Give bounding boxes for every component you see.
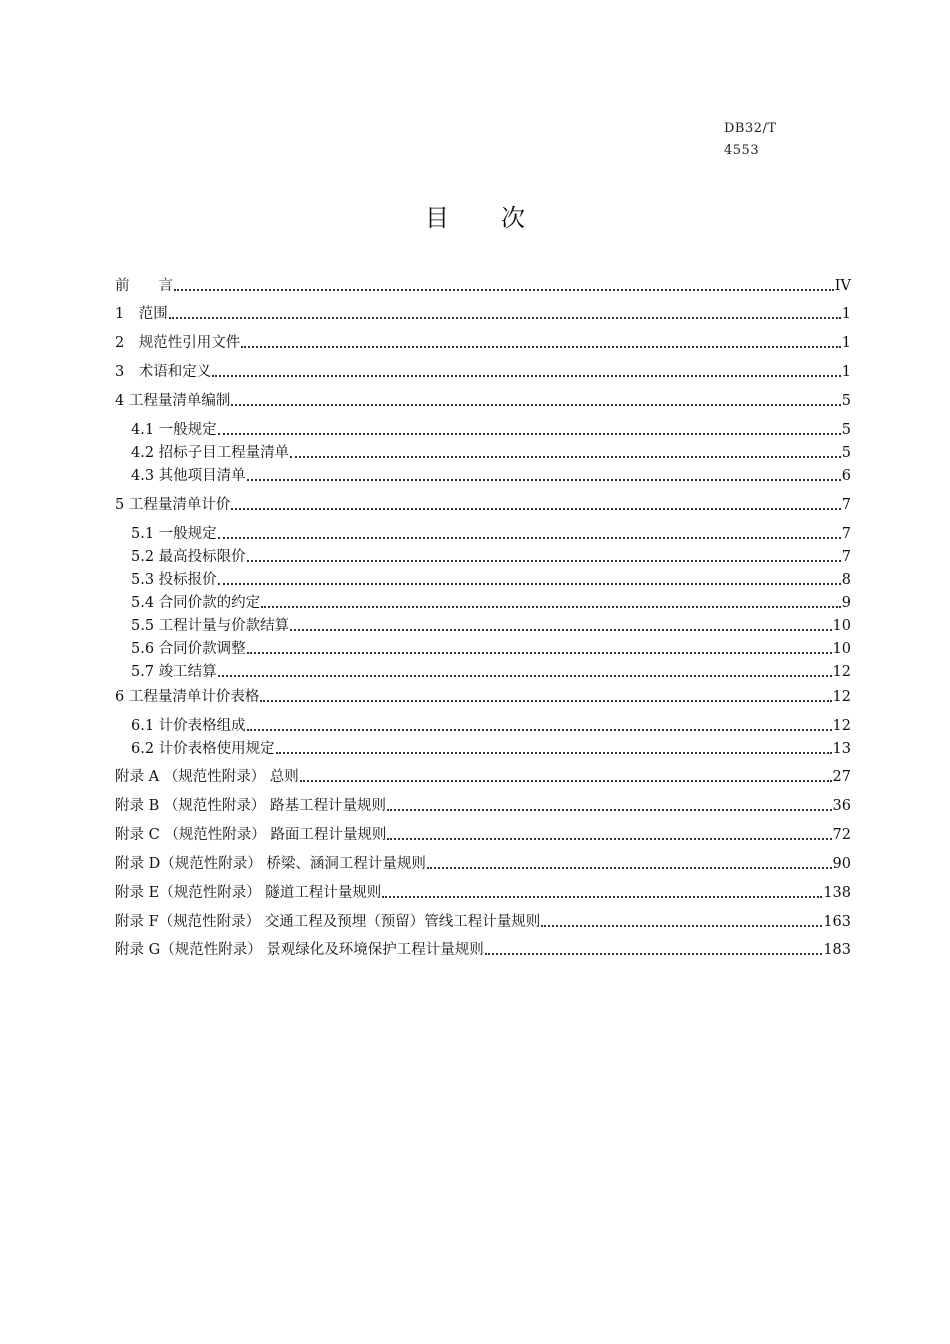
- toc-entry-page: 27: [832, 769, 851, 785]
- document-code: DB32/T 4553: [724, 121, 777, 158]
- toc-entry-page: 36: [832, 798, 851, 814]
- toc-entry[interactable]: [115, 389, 851, 411]
- dot-leader: [247, 559, 841, 562]
- toc-entry-page: IV: [834, 278, 851, 294]
- toc-entry[interactable]: [131, 545, 851, 567]
- toc-entry[interactable]: [131, 418, 851, 440]
- toc-entry-page: 13: [832, 741, 851, 757]
- toc-entry-label: 前 言: [115, 278, 173, 294]
- dot-leader: [261, 605, 841, 608]
- dot-leader: [247, 478, 841, 481]
- toc-entry-label: 4.3 其他项目清单: [131, 468, 246, 484]
- toc-entry-page: 10: [832, 618, 851, 634]
- toc-entry[interactable]: [131, 568, 851, 590]
- dot-leader: [290, 628, 831, 631]
- toc-entry-label: 5.2 最高投标限价: [131, 549, 246, 565]
- dot-leader: [174, 288, 834, 291]
- toc-entry[interactable]: [131, 591, 851, 613]
- dot-leader: [231, 403, 840, 406]
- toc-entry-label: 4 工程量清单编制: [115, 393, 231, 409]
- toc-entry-page: 72: [832, 827, 851, 843]
- toc-entry-label: 1 范围: [115, 306, 168, 322]
- dot-leader: [387, 837, 831, 840]
- page-title: 目次: [425, 204, 577, 232]
- toc-entry-label: 附录 C （规范性附录） 路面工程计量规则: [115, 827, 387, 843]
- toc-entry[interactable]: [115, 493, 851, 515]
- dot-leader: [241, 345, 841, 348]
- dot-leader: [218, 674, 832, 677]
- dot-leader: [218, 536, 841, 539]
- toc-entry-label: 4.2 招标子目工程量清单: [131, 445, 290, 461]
- toc-entry-page: 163: [823, 914, 851, 930]
- toc-entry-label: 附录 G（规范性附录） 景观绿化及环境保护工程计量规则: [115, 942, 484, 958]
- toc-entry[interactable]: [131, 714, 851, 736]
- toc-entry-page: 7: [841, 497, 851, 513]
- toc-entry-label: 附录 D（规范性附录） 桥梁、涵洞工程计量规则: [115, 856, 426, 872]
- toc-entry-label: 附录 B （规范性附录） 路基工程计量规则: [115, 798, 386, 814]
- toc-entry-label: 5.4 合同价款的约定: [131, 595, 261, 611]
- dot-leader: [218, 582, 841, 585]
- toc-entry-label: 5.7 竣工结算: [131, 664, 217, 680]
- dot-leader: [387, 808, 832, 811]
- toc-entry[interactable]: [131, 441, 851, 463]
- toc-entry[interactable]: [115, 881, 851, 903]
- toc-entry-label: 5.3 投标报价: [131, 572, 217, 588]
- toc-entry-page: 1: [841, 364, 851, 380]
- toc-entry-page: 5: [841, 445, 851, 461]
- dot-leader: [290, 455, 841, 458]
- toc-entry-page: 5: [841, 393, 851, 409]
- toc-entry-label: 5 工程量清单计价: [115, 497, 231, 513]
- toc-entry[interactable]: [115, 765, 851, 787]
- toc-entry-label: 6.1 计价表格组成: [131, 718, 246, 734]
- dot-leader: [218, 432, 841, 435]
- toc-entry[interactable]: [131, 464, 851, 486]
- toc-entry[interactable]: [131, 737, 851, 759]
- toc-entry[interactable]: [115, 910, 851, 932]
- toc-entry[interactable]: [115, 938, 851, 960]
- toc-entry-page: 10: [832, 641, 851, 657]
- toc-entry[interactable]: [115, 794, 851, 816]
- toc-entry[interactable]: [115, 823, 851, 845]
- toc-entry-page: 138: [823, 885, 851, 901]
- toc-entry[interactable]: [115, 302, 851, 324]
- toc-entry-page: 6: [841, 468, 851, 484]
- toc-entry-page: 1: [841, 335, 851, 351]
- toc-entry-label: 3 术语和定义: [115, 364, 212, 380]
- toc-entry-page: 183: [823, 942, 851, 958]
- toc-entry-label: 附录 E（规范性附录） 隧道工程计量规则: [115, 885, 382, 901]
- toc-entry-page: 12: [832, 718, 851, 734]
- dot-leader: [382, 895, 822, 898]
- toc-entry[interactable]: [131, 522, 851, 544]
- toc-entry[interactable]: [131, 637, 851, 659]
- dot-leader: [247, 728, 832, 731]
- toc-entry[interactable]: [115, 685, 851, 707]
- dot-leader: [231, 507, 840, 510]
- toc-entry-label: 5.5 工程计量与价款结算: [131, 618, 290, 634]
- toc-entry-label: 4.1 一般规定: [131, 422, 217, 438]
- dot-leader: [247, 651, 832, 654]
- toc-entry-label: 5.6 合同价款调整: [131, 641, 246, 657]
- toc-entry-label: 附录 A （规范性附录） 总则: [115, 769, 299, 785]
- toc-entry-page: 7: [841, 549, 851, 565]
- toc-entry-page: 8: [841, 572, 851, 588]
- dot-leader: [260, 699, 831, 702]
- toc-entry[interactable]: [115, 274, 851, 296]
- toc-entry-page: 1: [841, 306, 851, 322]
- toc-entry[interactable]: [131, 660, 851, 682]
- toc-entry-page: 12: [832, 689, 851, 705]
- toc-entry-label: 6.2 计价表格使用规定: [131, 741, 275, 757]
- toc-entry[interactable]: [115, 331, 851, 353]
- dot-leader: [427, 866, 832, 869]
- toc-entry-page: 9: [841, 595, 851, 611]
- dot-leader: [541, 924, 822, 927]
- toc-entry-label: 附录 F（规范性附录） 交通工程及预埋（预留）管线工程计量规则: [115, 914, 541, 930]
- toc-entry[interactable]: [115, 852, 851, 874]
- dot-leader: [212, 374, 841, 377]
- toc-entry-page: 7: [841, 526, 851, 542]
- dot-leader: [276, 751, 832, 754]
- dot-leader: [300, 779, 832, 782]
- toc-entry-page: 5: [841, 422, 851, 438]
- toc-entry-label: 5.1 一般规定: [131, 526, 217, 542]
- dot-leader: [169, 316, 841, 319]
- toc-entry-page: 12: [832, 664, 851, 680]
- toc-entry-label: 2 规范性引用文件: [115, 335, 241, 351]
- toc-entry[interactable]: [115, 360, 851, 382]
- dot-leader: [485, 952, 823, 955]
- toc-entry-label: 6 工程量清单计价表格: [115, 689, 260, 705]
- toc-entry-page: 90: [832, 856, 851, 872]
- toc-entry[interactable]: [131, 614, 851, 636]
